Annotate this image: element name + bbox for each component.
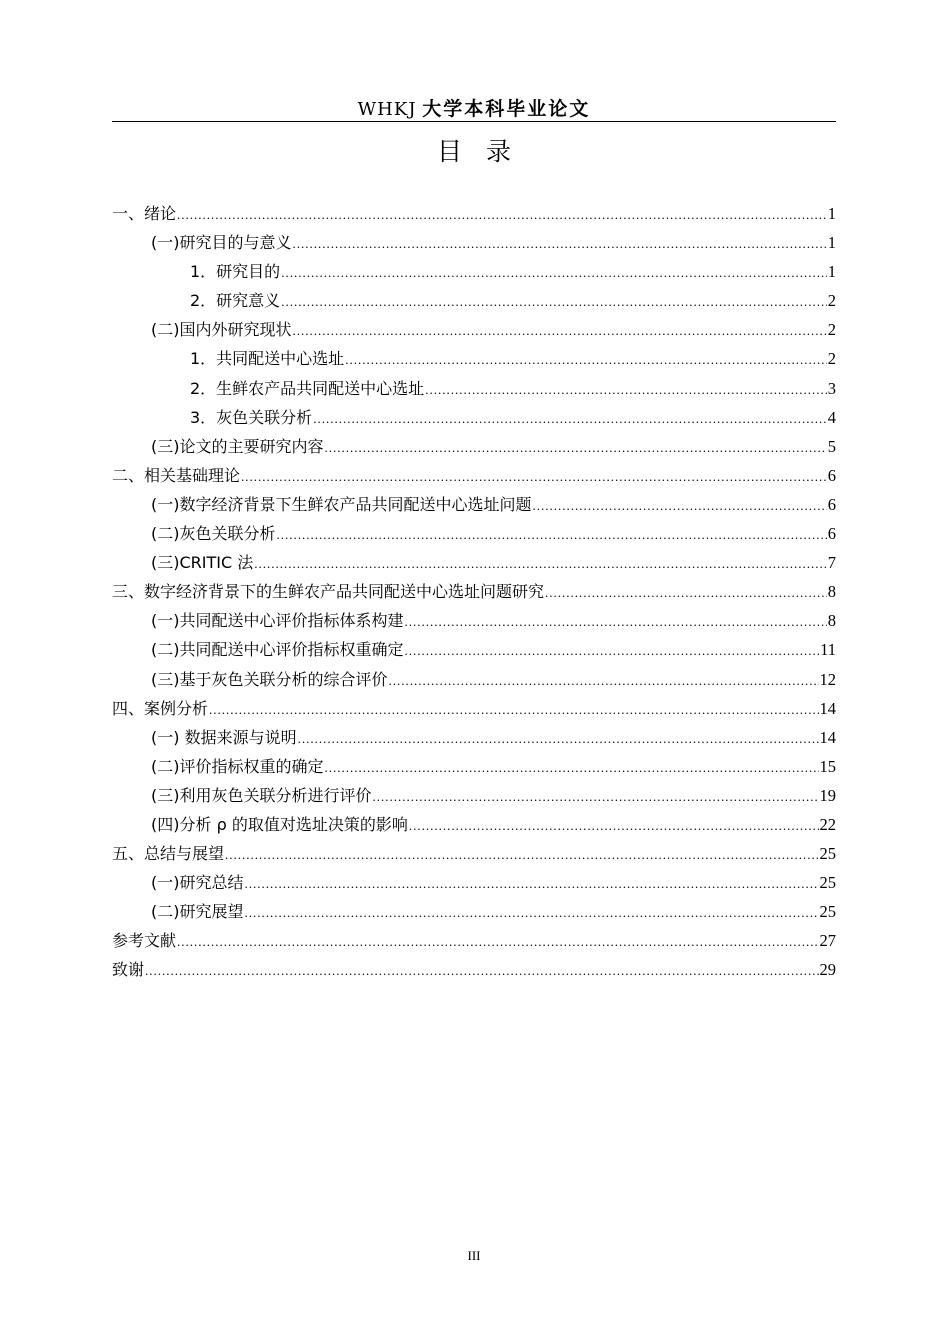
toc-entry-label: (二)研究展望 [151,902,244,922]
toc-entry-page: 3 [827,378,836,398]
toc-entry[interactable] [112,723,836,752]
toc-entry[interactable] [112,665,836,694]
toc-entry[interactable] [112,577,836,606]
toc-entry-page: 22 [819,814,836,834]
toc-leader-dots [325,753,819,782]
toc-leader-dots [281,258,827,287]
header-prefix: WHKJ [357,99,417,120]
toc-leader-dots [545,578,827,607]
toc-entry-page: 11 [820,640,836,660]
toc-entry-label: 参考文献 [112,931,177,951]
toc-entry-page: 2 [827,291,836,311]
page-number: III [467,1248,481,1263]
toc-entry-page: 1 [827,262,836,282]
toc-entry[interactable] [112,286,836,315]
toc-leader-dots [225,840,818,869]
toc-entry[interactable] [112,228,836,257]
toc-entry-page: 6 [827,494,836,514]
toc-entry-page: 25 [819,902,836,922]
toc-entry-page: 25 [819,873,836,893]
toc-entry-label: 四、案例分析 [112,698,209,718]
toc-leader-dots [345,345,827,374]
toc-leader-dots [409,811,819,840]
toc-entry-page: 2 [827,320,836,340]
table-of-contents [112,199,836,985]
toc-entry-page: 5 [827,436,836,456]
toc-entry-label: (三)利用灰色关联分析进行评价 [151,785,372,805]
toc-entry[interactable] [112,199,836,228]
toc-entry[interactable] [112,868,836,897]
toc-entry-page: 14 [819,698,836,718]
toc-entry-label: 1．共同配送中心选址 [190,349,345,369]
toc-entry[interactable] [112,635,836,664]
toc-entry-label: 一、绪论 [112,204,177,223]
toc-entry[interactable] [112,403,836,432]
toc-entry[interactable] [112,839,836,868]
toc-entry[interactable] [112,810,836,839]
header-school-title: 大学本科毕业论文 [422,98,591,120]
toc-entry-page: 15 [819,756,836,776]
toc-entry[interactable] [112,926,836,955]
toc-entry[interactable] [112,606,836,635]
toc-leader-dots [281,287,827,316]
toc-entry-page: 1 [827,204,836,223]
page-header [112,94,836,121]
toc-entry[interactable] [112,374,836,403]
toc-entry-page: 19 [819,785,836,805]
toc-leader-dots [277,520,827,549]
toc-entry-label: (一)研究目的与意义 [151,233,292,253]
toc-entry-page: 29 [819,960,836,980]
toc-entry-page: 27 [819,931,836,951]
toc-entry-label: (三)CRITIC 法 [151,553,254,573]
toc-entry-label: (二)国内外研究现状 [151,320,292,340]
toc-entry-label: (二)共同配送中心评价指标权重确定 [151,640,404,660]
toc-entry[interactable] [112,752,836,781]
toc-entry[interactable] [112,955,836,984]
toc-entry-label: (三)论文的主要研究内容 [151,436,324,456]
toc-leader-dots [298,724,819,753]
toc-entry-label: 2．生鲜农产品共同配送中心选址 [190,378,425,398]
toc-entry-page: 25 [819,844,836,864]
toc-entry-page: 2 [827,349,836,369]
toc-leader-dots [389,666,819,695]
toc-entry-label: 三、数字经济背景下的生鲜农产品共同配送中心选址问题研究 [112,582,545,602]
toc-leader-dots [245,898,819,927]
toc-leader-dots [293,316,827,345]
toc-entry[interactable] [112,694,836,723]
toc-leader-dots [177,927,818,956]
toc-entry[interactable] [112,781,836,810]
toc-leader-dots [405,636,820,665]
toc-entry-label: 3．灰色关联分析 [190,407,313,427]
toc-entry[interactable] [112,257,836,286]
toc-entry-page: 8 [827,611,836,631]
toc-leader-dots [145,956,818,985]
toc-entry[interactable] [112,344,836,373]
toc-leader-dots [425,375,827,404]
toc-leader-dots [293,229,827,258]
toc-entry-label: (三)基于灰色关联分析的综合评价 [151,669,388,689]
toc-entry-label: (一)研究总结 [151,873,244,893]
toc-entry-page: 6 [827,524,836,544]
toc-entry-label: (四)分析 ρ 的取值对选址决策的影响 [151,814,408,834]
toc-leader-dots [313,404,827,433]
toc-title: 目录 [436,137,535,166]
toc-leader-dots [241,462,827,491]
toc-entry-page: 12 [819,669,836,689]
toc-entry-label: 2．研究意义 [190,291,281,311]
toc-entry-label: 1．研究目的 [190,262,281,282]
toc-entry[interactable] [112,548,836,577]
toc-entry-label: 二、相关基础理论 [112,465,241,485]
toc-entry-page: 7 [827,553,836,573]
toc-leader-dots [405,607,827,636]
toc-entry-label: 致谢 [112,960,145,980]
toc-entry[interactable] [112,519,836,548]
toc-entry[interactable] [112,461,836,490]
toc-leader-dots [245,869,819,898]
toc-leader-dots [209,695,818,724]
toc-entry-label: (二)灰色关联分析 [151,524,276,544]
toc-entry-page: 1 [827,233,836,253]
toc-entry-page: 14 [819,727,836,747]
toc-entry-label: (一)共同配送中心评价指标体系构建 [151,611,404,631]
toc-entry-page: 6 [827,465,836,485]
toc-entry[interactable] [112,432,836,461]
toc-leader-dots [325,433,827,462]
toc-entry-label: (二)评价指标权重的确定 [151,756,324,776]
toc-entry[interactable] [112,315,836,344]
toc-entry[interactable] [112,490,836,519]
toc-leader-dots [177,200,827,229]
header-rule [112,121,836,122]
toc-leader-dots [254,549,827,578]
toc-leader-dots [373,782,819,811]
toc-entry-label: 五、总结与展望 [112,844,225,864]
toc-entry-page: 4 [827,407,836,427]
toc-leader-dots [533,491,827,520]
toc-entry-page: 8 [827,582,836,602]
toc-entry[interactable] [112,897,836,926]
toc-entry-label: (一) 数据来源与说明 [151,727,297,747]
toc-entry-label: (一)数字经济背景下生鲜农产品共同配送中心选址问题 [151,494,532,514]
